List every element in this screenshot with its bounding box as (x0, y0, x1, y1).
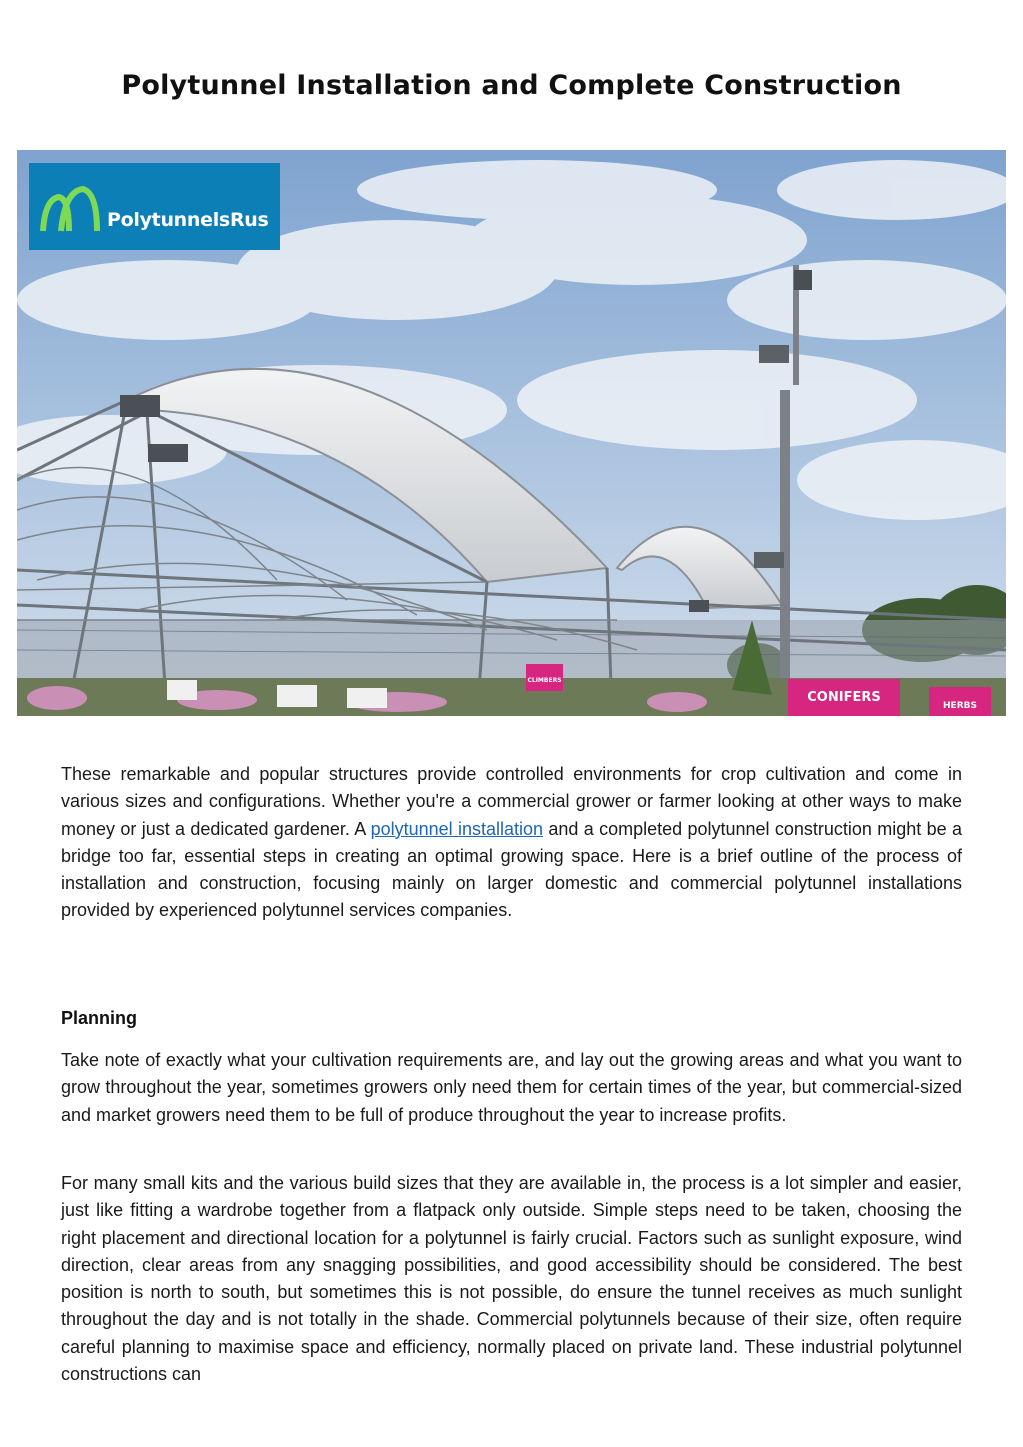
company-logo (29, 163, 280, 250)
hero-photo (17, 150, 1006, 716)
intro-paragraph (61, 761, 962, 925)
section-heading-planning: Planning (61, 1008, 137, 1028)
sign-climbers: CLIMBERS (526, 664, 563, 691)
logo-text: PolytunnelsRus (107, 209, 269, 231)
planning-paragraph-1: Take note of exactly what your cultivation requirements are, and lay out the growing areas and what you want to grow throughout the year, sometimes growers only need them for certain times of the year, but commercial-sized and market growers need them to be full of produce throughout the year to increase profits. (61, 1050, 962, 1125)
logo-arches-icon (39, 179, 109, 239)
planning-paragraph-2: For many small kits and the various build sizes that they are available in, the process is a lot simpler and easier, just like fitting a wardrobe together from a flatpack only outside. Simple steps need to be taken, choosing the right placement and directional location for a polytunnel is fairly crucial. Factors such as sunlight exposure, wind direction, clear areas from any snagging possibilities, and good accessibility should be considered. The best position is north to south, but sometimes this is not possible, do ensure the tunnel receives as much sunlight throughout the day and is not totally in the shade. Commercial polytunnels because of their size, often require careful planning to maximise space and efficiency, normally placed on private land. These industrial polytunnel constructions can (61, 1173, 962, 1385)
sign-herbs: HERBS (929, 687, 991, 716)
sign-conifers: CONIFERS (788, 679, 900, 716)
polytunnel-installation-link[interactable]: polytunnel installation (370, 818, 544, 839)
intro-text-end: and a completed polytunnel construction might be a bridge too far, essential steps in creating an optimal growing space. Here is a brief outline of the process of installation and construction, focusing mainly on larger domestic and commercial polytunnel installations provided by experienced polytunnel services companies. (61, 818, 962, 921)
page-title: Polytunnel Installation and Complete Construction (121, 70, 902, 101)
intro-text-start: These remarkable and popular structures provide controlled environments for crop cultivation and come in various sizes and configurations. Whether you're a commercial grower or farmer looking at other ways to make money or just a dedicated gardener. A (61, 764, 962, 839)
